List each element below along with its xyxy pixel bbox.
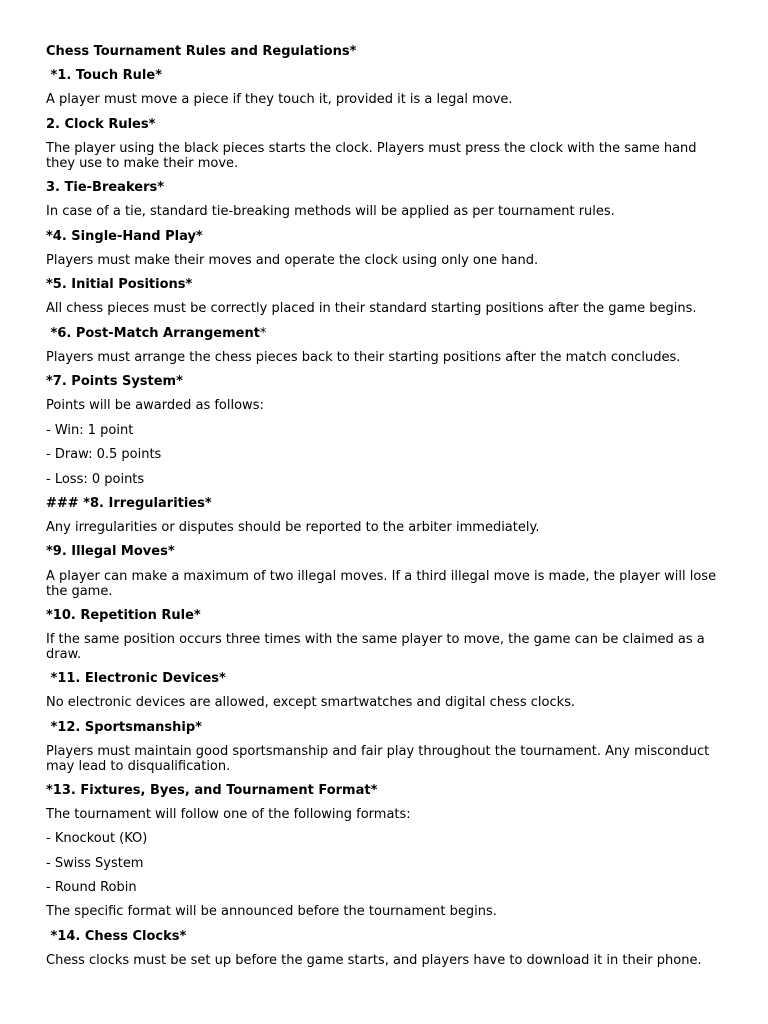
rule-13-text-2: The specific format will be announced before the tournament begins.	[46, 904, 497, 919]
rule-4-heading: *4. Single-Hand Play*	[46, 229, 203, 244]
rule-12-heading: *12. Sportsmanship*	[46, 720, 202, 735]
rule-7-list-item: - Loss: 0 points	[46, 472, 145, 487]
rule-13-heading: *13. Fixtures, Byes, and Tournament Format*	[46, 783, 378, 798]
rule-12-text: Players must maintain good sportsmanship and fair play throughout the tournament. Any misconduct may lead to disqualification.	[46, 744, 714, 774]
rule-7-heading: *7. Points System*	[46, 374, 183, 389]
rule-5-text: All chess pieces must be correctly placed in their standard starting positions after the game begins.	[46, 301, 697, 316]
rule-14-text: Chess clocks must be set up before the game starts, and players have to download it in their phone.	[46, 953, 702, 968]
rule-9-text: A player can make a maximum of two illegal moves. If a third illegal move is made, the player will lose the game.	[46, 569, 721, 599]
rule-10-heading: *10. Repetition Rule*	[46, 608, 201, 623]
rule-13-list-item: - Swiss System	[46, 856, 144, 871]
rule-10-text: If the same position occurs three times with the same player to move, the game can be claimed as a draw.	[46, 632, 709, 662]
rule-8-text: Any irregularities or disputes should be reported to the arbiter immediately.	[46, 520, 540, 535]
rule-7-list-item: - Win: 1 point	[46, 423, 134, 438]
rule-7-list-item: - Draw: 0.5 points	[46, 447, 162, 462]
rule-1-heading: *1. Touch Rule*	[46, 68, 162, 83]
rule-6-heading-star: *	[259, 326, 267, 341]
rule-6-text: Players must arrange the chess pieces back to their starting positions after the match concludes.	[46, 350, 681, 365]
rule-13-list-item: - Round Robin	[46, 880, 137, 895]
rule-9-heading: *9. Illegal Moves*	[46, 544, 175, 559]
rule-2-text: The player using the black pieces starts the clock. Players must press the clock with the same hand they use to make their move.	[46, 141, 701, 171]
rule-14-heading: *14. Chess Clocks*	[46, 929, 187, 944]
rule-1-text: A player must move a piece if they touch it, provided it is a legal move.	[46, 92, 513, 107]
rule-2-heading: 2. Clock Rules*	[46, 117, 156, 132]
rule-6-heading: *6. Post-Match Arrangement	[46, 326, 260, 341]
rule-7-text: Points will be awarded as follows:	[46, 398, 264, 413]
rule-13-text: The tournament will follow one of the following formats:	[46, 807, 411, 822]
rule-3-text: In case of a tie, standard tie-breaking methods will be applied as per tournament rules.	[46, 204, 615, 219]
rule-11-heading: *11. Electronic Devices*	[46, 671, 226, 686]
rule-4-text: Players must make their moves and operate the clock using only one hand.	[46, 253, 539, 268]
rule-3-heading: 3. Tie-Breakers*	[46, 180, 165, 195]
rule-5-heading: *5. Initial Positions*	[46, 277, 193, 292]
rule-8-heading: ### *8. Irregularities*	[46, 496, 212, 511]
rule-6-heading-line	[46, 326, 722, 341]
rule-13-list-item: - Knockout (KO)	[46, 831, 148, 846]
rule-11-text: No electronic devices are allowed, except smartwatches and digital chess clocks.	[46, 695, 576, 710]
document-title: Chess Tournament Rules and Regulations*	[46, 44, 357, 59]
